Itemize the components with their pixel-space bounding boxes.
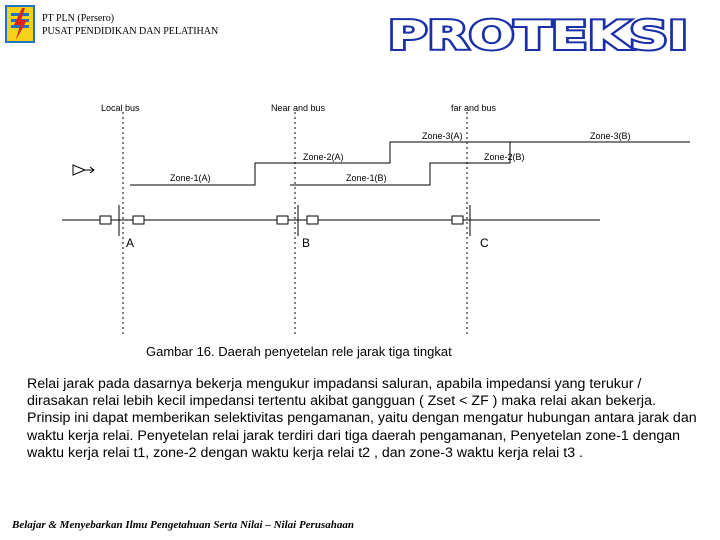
breaker-icon	[133, 216, 144, 224]
zone-2b-label: Zone-2(B)	[484, 152, 525, 162]
station-b-label: B	[302, 236, 311, 250]
banner-title	[383, 12, 693, 56]
org-line-2: PUSAT PENDIDIKAN DAN PELATIHAN	[42, 26, 219, 37]
zone-1a-label: Zone-1(A)	[170, 173, 211, 183]
pln-logo-icon	[5, 5, 35, 43]
zone-1b-label: Zone-1(B)	[346, 173, 387, 183]
station-a-label: A	[126, 236, 135, 250]
org-line-1: PT PLN (Persero)	[42, 13, 115, 24]
paragraph-2: Prinsip ini dapat memberikan selektivitas pengamanan, yaitu dengan mengatur hubungan antara jarak dan waktu kerja relai. Penyetelan relai jarak terdiri dari tiga daerah pengamanan, Penyetelan zone-1 dengan waktu kerja relai t1, zone-2 dengan waktu kerja relai t2 , dan zone-3 waktu kerja relai t3 .	[27, 410, 697, 461]
banner-title-text: PROTEKSI	[388, 14, 688, 56]
body-text	[27, 376, 697, 462]
breaker-icon	[452, 216, 463, 224]
bus-label-far: far and bus	[451, 103, 497, 113]
zone-3a-label: Zone-3(A)	[422, 131, 463, 141]
station-c-label: C	[480, 236, 489, 250]
breaker-icon	[100, 216, 111, 224]
zone-diagram	[0, 95, 720, 345]
footer-slogan: Belajar & Menyebarkan Ilmu Pengetahuan Serta Nilai – Nilai Perusahaan	[12, 519, 354, 531]
breaker-icon	[307, 216, 318, 224]
organization-name	[42, 12, 218, 38]
bus-label-near: Near and bus	[271, 103, 326, 113]
breaker-icon	[277, 216, 288, 224]
zone-3b-label: Zone-3(B)	[590, 131, 631, 141]
figure-caption: Gambar 16. Daerah penyetelan rele jarak tiga tingkat	[146, 344, 452, 359]
zone-2a-label: Zone-2(A)	[303, 152, 344, 162]
paragraph-1: Relai jarak pada dasarnya bekerja mengukur impadansi saluran, apabila impedansi yang terukur / dirasakan relai lebih kecil impedansi tertentu akibat gangguan ( Zset < ZF ) maka relai akan bekerja.	[27, 376, 656, 410]
bus-label-local: Local bus	[101, 103, 140, 113]
direction-arrow-icon	[73, 165, 94, 175]
